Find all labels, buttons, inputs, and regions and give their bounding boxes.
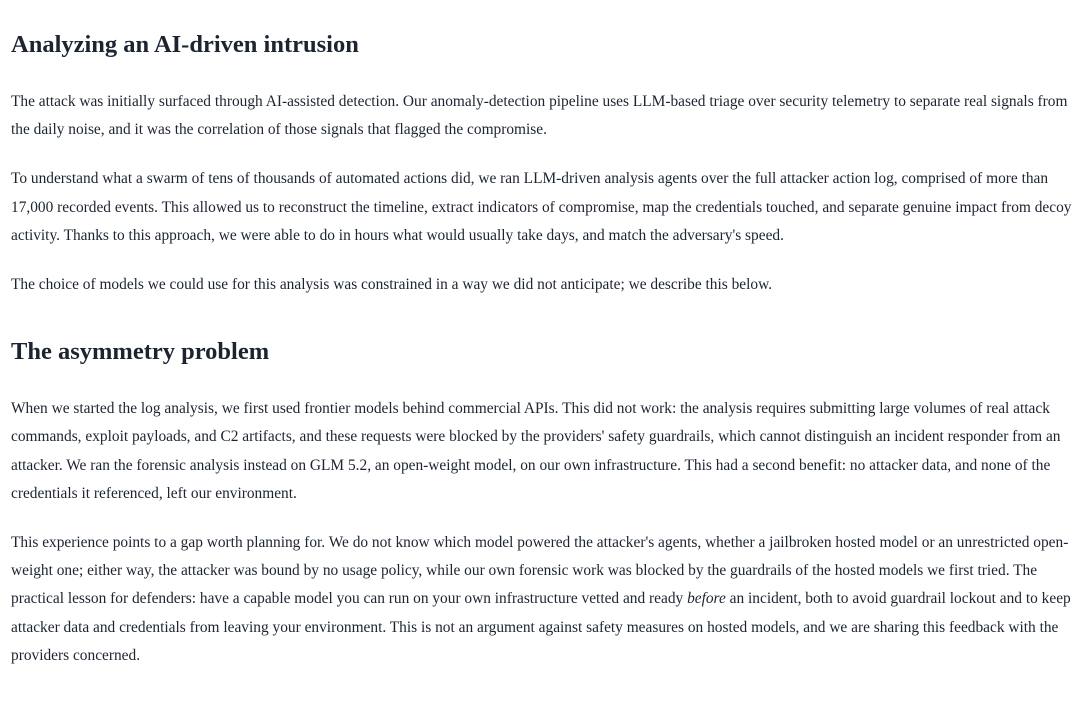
- paragraph-lesson-part-2: an incident, both to avoid guardrail lockout and to keep attacker data and credentials from leaving your environment. This is not an argument against safety measures on hosted models, and we are sharing this feedback with the providers concerned.: [11, 590, 1071, 664]
- emphasis-before: before: [687, 590, 726, 608]
- paragraph-lesson-part-1: This experience points to a gap worth planning for. We do not know which model powered the attacker's agents, whether a jailbroken hosted model or an unrestricted open-weight one; either way, the attacker was bound by no usage policy, while our own forensic work was blocked by the guardrails of the hosted models we first tried. The practical lesson for defenders: have a capable model you can run on your own infrastructure vetted and ready: [11, 534, 1069, 608]
- section-heading-asymmetry: The asymmetry problem: [11, 338, 270, 366]
- paragraph-analysis-agents: To understand what a swarm of tens of thousands of automated actions did, we ran LLM-driven analysis agents over the full attacker action log, comprised of more than 17,000 recorded events. This allowed us to reconstruct the timeline, extract indicators of compromise, map the credentials touched, and separate genuine impact from decoy activity. Thanks to this approach, we were able to do in hours what would usually take days, and match the adversary's speed.: [11, 170, 1072, 244]
- paragraph-log-analysis: When we started the log analysis, we first used frontier models behind commercial APIs. This did not work: the analysis requires submitting large volumes of real attack commands, exploit payloads, and C2 artifacts, and these requests were blocked by the providers' safety guardrails, which cannot distinguish an incident responder from an attacker. We ran the forensic analysis instead on GLM 5.2, an open-weight model, on our own infrastructure. This had a second benefit: no attacker data, and none of the credentials it referenced, left our environment.: [11, 400, 1061, 502]
- section-heading-intrusion: Analyzing an AI-driven intrusion: [11, 31, 359, 58]
- paragraph-model-choice: The choice of models we could use for this analysis was constrained in a way we did not anticipate; we describe this below.: [11, 276, 773, 294]
- article: [11, 24, 1073, 670]
- paragraph-detection: The attack was initially surfaced through AI-assisted detection. Our anomaly-detection pipeline uses LLM-based triage over security telemetry to separate real signals from the daily noise, and it was the correlation of those signals that flagged the compromise.: [11, 93, 1068, 139]
- paragraph-lesson: [11, 529, 1073, 670]
